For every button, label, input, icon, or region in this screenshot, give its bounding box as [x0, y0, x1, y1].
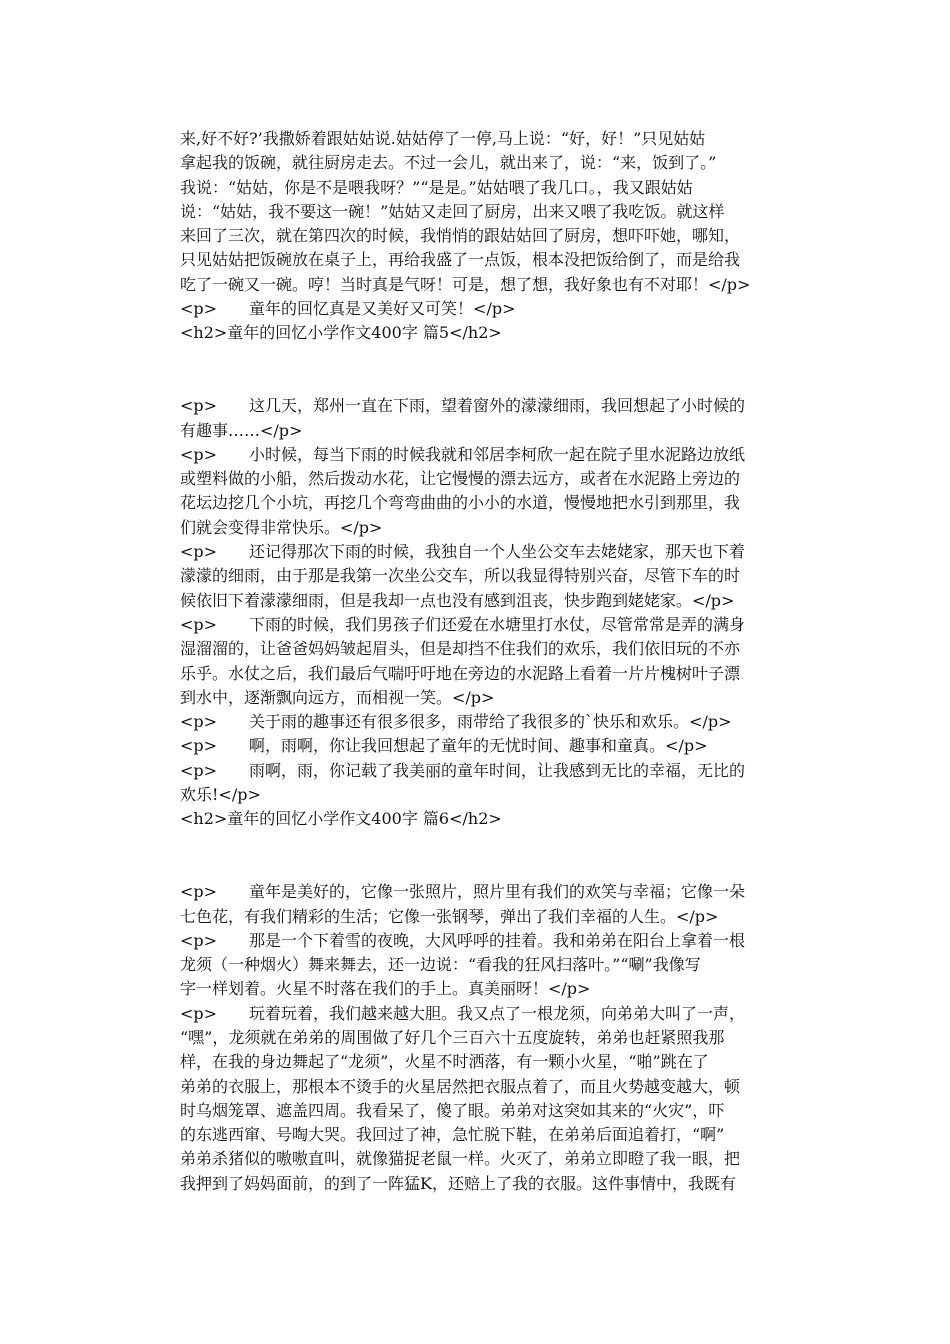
text-line: 欢乐!</p> — [180, 785, 261, 805]
text-line: “嘿”，龙须就在弟弟的周围做了好几个三百六十五度旋转，弟弟也赶紧照我那 — [180, 1027, 725, 1047]
blank-spacer — [180, 346, 780, 395]
text-line: 濛濛的细雨，由于那是我第一次坐公交车，所以我显得特别兴奋，尽管下车的时 — [180, 566, 741, 586]
text-line: 字一样划着。火星不时落在我们的手上。真美丽呀！</p> — [180, 979, 591, 999]
blank-spacer — [180, 832, 780, 881]
text-line: 的东逃西窜、号啕大哭。我回过了神，急忙脱下鞋，在弟弟后面追着打，“啊” — [180, 1125, 725, 1145]
text-line: <p> 啊，雨啊，你让我回想起了童年的无忧时间、趣事和童真。</p> — [180, 736, 708, 756]
text-line: 有趣事……</p> — [180, 420, 303, 440]
text-line: <p> 还记得那次下雨的时候，我独自一个人坐公交车去姥姥家，那天也下着 — [180, 542, 746, 562]
document-body — [180, 127, 780, 1196]
text-line: 花坛边挖几个小坑，再挖几个弯弯曲曲的小小的水道，慢慢地把水引到那里，我 — [180, 493, 741, 513]
text-line: 龙须（一种烟火）舞来舞去，还一边说：“看我的狂风扫落叶。”“唰”我像写 — [180, 955, 701, 975]
text-line: <h2>童年的回忆小学作文400字 篇6</h2> — [180, 809, 502, 829]
text-line: 我押到了妈妈面前，的到了一阵猛K，还赔上了我的衣服。这件事情中，我既有 — [180, 1173, 736, 1193]
text-section — [180, 880, 780, 1196]
text-line: <h2>童年的回忆小学作文400字 篇5</h2> — [180, 323, 502, 343]
text-line: <p> 童年是美好的，它像一张照片，照片里有我们的欢笑与幸福；它像一朵 — [180, 882, 746, 902]
text-section — [180, 394, 780, 831]
text-line: 只见姑姑把饭碗放在桌子上，再给我盛了一点饭，根本没把饭给倒了，而是给我 — [180, 250, 741, 270]
text-line: 到水中，逐渐飘向远方，而相视一笑。</p> — [180, 687, 495, 707]
text-line: <p> 那是一个下着雪的夜晚，大风呼呼的挂着。我和弟弟在阳台上拿着一根 — [180, 930, 746, 950]
text-line: 我说：“姑姑，你是不是喂我呀？”“是是。”姑姑喂了我几口。，我又跟姑姑 — [180, 177, 693, 197]
text-line: <p> 小时候，每当下雨的时候我就和邻居李柯欣一起在院子里水泥路边放纸 — [180, 444, 746, 464]
text-line: 或塑料做的小船，然后拨动水花，让它慢慢的漂去远方，或者在水泥路上旁边的 — [180, 469, 741, 489]
text-line: <p> 童年的回忆真是又美好又可笑！</p> — [180, 299, 516, 319]
text-section — [180, 127, 780, 346]
text-line: 说：“姑姑，我不要这一碗！”姑姑又走回了厨房，出来又喂了我吃饭。就这样 — [180, 201, 725, 221]
text-line: <p> 关于雨的趣事还有很多很多，雨带给了我很多的`快乐和欢乐。</p> — [180, 712, 732, 732]
text-line: 样，在我的身边舞起了“龙须”，火星不时洒落，有一颗小火星，“啪”跳在了 — [180, 1052, 709, 1072]
text-line: 们就会变得非常快乐。</p> — [180, 517, 383, 537]
text-line: <p> 这几天，郑州一直在下雨，望着窗外的濛濛细雨，我回想起了小时候的 — [180, 396, 746, 416]
text-line: <p> 下雨的时候，我们男孩子们还爱在水塘里打水仗，尽管常常是弄的满身 — [180, 614, 746, 634]
text-line: 湿溜溜的，让爸爸妈妈皱起眉头，但是却挡不住我们的欢乐，我们依旧玩的不亦 — [180, 639, 741, 659]
text-line: 七色花，有我们精彩的生活；它像一张钢琴，弹出了我们幸福的人生。</p> — [180, 906, 719, 926]
text-line: <p> 雨啊，雨，你记载了我美丽的童年时间，让我感到无比的幸福，无比的 — [180, 760, 746, 780]
text-line: 来回了三次，就在第四次的时候，我悄悄的跟姑姑回了厨房，想吓吓她，哪知， — [180, 226, 741, 246]
text-line: 弟弟杀猪似的嗷嗷直叫，就像猫捉老鼠一样。火灭了，弟弟立即瞪了我一眼，把 — [180, 1149, 741, 1169]
text-line: 拿起我的饭碗，就往厨房走去。不过一会儿，就出来了，说：“来，饭到了。” — [180, 153, 717, 173]
text-line: 弟弟的衣服上，那根本不烫手的火星居然把衣服点着了，而且火势越变越大，顿 — [180, 1076, 741, 1096]
text-line: 来,好不好?’我撒娇着跟姑姑说.姑姑停了一停,马上说：“好，好！”只见姑姑 — [180, 129, 706, 148]
text-line: 乐乎。水仗之后，我们最后气喘吁吁地在旁边的水泥路上看着一片片槐树叶子漂 — [180, 663, 741, 683]
text-line: <p> 玩着玩着，我们越来越大胆。我又点了一根龙须，向弟弟大叫了一声， — [180, 1003, 746, 1023]
text-line: 时乌烟笼罩、遮盖四周。我看呆了，傻了眼。弟弟对这突如其来的“火灾”，吓 — [180, 1100, 725, 1120]
text-line: 候依旧下着濛濛细雨，但是我却一点也没有感到沮丧，快步跑到姥姥家。</p> — [180, 590, 735, 610]
text-line: 吃了一碗又一碗。哼！当时真是气呀！可是，想了想，我好象也有不对耶！</p> — [180, 274, 751, 294]
